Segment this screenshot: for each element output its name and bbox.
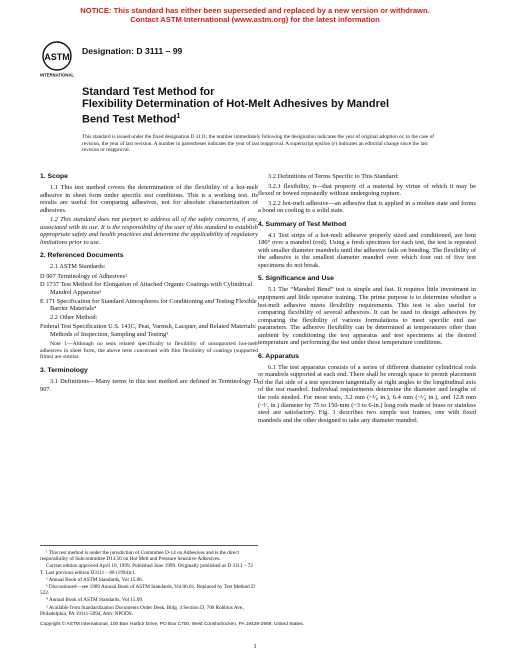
copyright-line: Copyright © ASTM International, 100 Barr Harbor Drive, PO Box C700, West Conshohocken, PA 19428-2959, United States. (40, 622, 305, 627)
section-heading-summary: 4. Summary of Test Method (258, 220, 347, 228)
title-line-1: Standard Test Method for (82, 86, 215, 98)
notice-line-1: NOTICE: This standard has either been superseded and replaced by a new version or withdrawn. (80, 6, 430, 15)
logo-text: INTERNATIONAL (40, 72, 74, 78)
apparatus-6-1: 6.1 The test apparatus consists of a series of different diameter cylindrical rods or mandrels supported at each end. There shall be enough space to permit placement of the flat side of a test specimen tangentially at right angles to the longitudinal axis of the test mandrel. Individual requirements determine the diameter and lengths of the rods needed. For most tests, 3.2 mm (~¹⁄₈ in.), 6.4 mm (~¹⁄₄ in.), and 12.8 mm (~¹⁄₂ in.) diameter by 75 to 150-mm (~3 to 6-in.) long rods made of brass or stainless steel are satisfactory. Fig. 1 describes two simple test frames, one with fixed mandrels and the other designed to take any diameter mandrel. (258, 363, 476, 424)
section-heading-referenced-documents: 2. Referenced Documents (40, 252, 124, 260)
title-line-3: Bend Test Method (82, 113, 177, 126)
section-heading-apparatus: 6. Apparatus (258, 352, 299, 360)
ref-e171: E 171 Specification for Standard Atmospheres for Conditioning and Testing Flexible Barrier Materials⁴ (40, 297, 257, 313)
refs-2-1: 2.1 ASTM Standards: (50, 263, 106, 271)
title-line-2: Flexibility Determination of Hot-Melt Adhesives by Mandrel (82, 98, 390, 111)
section-heading-significance: 5. Significance and Use (258, 275, 334, 283)
scope-1-1: 1.1 This test method covers the determination of the flexibility of a hot-melt adhesive in sheet form under specific test conditions. This is a working test. Its results are useful for comparing adhesives, not for absolute characterization of adhesives. (40, 184, 258, 214)
left-column (40, 173, 258, 395)
withdrawal-notice (0, 6, 510, 24)
footnote-1: ¹ This test method is under the jurisdiction of Committee D-14 on Adhesives and is the direct responsibility of Subcommittee D14.50 on Hot Melt and Pressure Sensitive Adhesives. (40, 550, 240, 563)
refs-2-2: 2.2 Other Method: (50, 313, 98, 321)
title-footnote-mark: 1 (176, 112, 181, 120)
notice-line-2: Contact ASTM International (www.astm.org) for the latest information (130, 15, 380, 24)
definition-flexibility: 3.2.1 flexibility, n—that property of a material by virtue of which it may be flexed or bowed repeatedly without undergoing rupture. (258, 182, 476, 198)
footnote-5: ⁵ Available from Standardization Documents Order Desk, Bldg. 4 Section D, 700 Robbins Ave., Philadelphia, PA 19111-5094, Attn: NPODS. (40, 604, 245, 617)
document-title (82, 86, 442, 126)
page-number: 1 (253, 643, 257, 650)
footnote-4: ⁴ Annual Book of ASTM Standards, Vol 15.09. (46, 597, 144, 604)
significance-5-1: 5.1 The “Mandrel Bend” test is simple and fast. It requires little investment in equipment and little operator training. The prime purpose is to determine whether a hot-melt adhesive meets flexibility requirements. This test is also useful for comparing flexibility of several adhesives. It can be used to design adhesives by comparing the flexibility of various formulations to meet specific end use parameters. The adhesive flexibility can be determined at temperatures other than ambient by conditioning the test apparatus and test specimens at the desired temperature and performing the test under these temperature conditions. (258, 286, 476, 347)
definition-hot-melt-adhesive: 3.2.2 hot-melt adhesive—an adhesive that is applied in a molten state and forms a bond on cooling to a solid state. (258, 199, 476, 215)
terminology-3-1: 3.1 Definitions—Many terms in this test method are defined in Terminology D 907. (40, 378, 258, 393)
summary-4-1: 4.1 Test strips of a hot-melt adhesive properly sized and conditioned, are bent 180° over a mandrel (rod). Using a fresh specimen for each test, the test is repeated with smaller diameter mandrels until the adhesive fails on bending. The flexibility of the adhesive is the smallest diameter mandrel over which four out of five test specimens do not break. (258, 231, 476, 269)
footnote-1-edition: Current edition approved April 10, 1999. Published June 1999. Originally published as D 3111 – 72 T. Last previous edition D3111 – 88 (1994)ε1. (40, 563, 253, 576)
footnotes (40, 545, 258, 618)
issuance-statement: This standard is issued under the fixed designation D 3111; the number immediately following the designation indicates the year of original adoption or, in the case of revision, the year of last revision. A number in parentheses indicates the year of last reapproval. A superscript epsilon (ε) indicates an editorial change since the last revision or reapproval. (82, 134, 434, 154)
footnote-2: ² Annual Book of ASTM Standards, Vol 15.06. (46, 576, 144, 583)
section-heading-scope: 1. Scope (40, 173, 68, 180)
note-1: Note 1—Although no tests related specifically to flexibility of unsupported hot-melt adhesives in sheet form, the above tests concerned with film flexibility of coatings (supported films) are similar. (40, 341, 258, 361)
ref-d1737: D 1737 Test Method for Elongation of Attached Organic Coatings with Cylindrical Mandrel Apparatus³ (40, 281, 253, 297)
right-column (258, 173, 476, 426)
ref-federal: Federal Test Specification U.S. 141C, Peat, Varnish, Lacquer, and Related Materials: Methods of Inspection, Sampling and Testing⁵ (40, 323, 257, 338)
footnote-3: ³ Discontinued—see 1989 Annual Book of ASTM Standards, Vol 06.01. Replaced by Test Method D 522. (40, 584, 255, 597)
scope-1-2: 1.2 This standard does not purport to address all of the safety concerns, if any, associated with its use. It is the responsibility of the user of this standard to establish appropriate safety and health practices and determine the applicability of regulatory limitations prior to use. (40, 216, 258, 246)
astm-logo-icon (40, 40, 74, 78)
section-heading-terminology: 3. Terminology (40, 367, 88, 375)
designation: Designation: D 3111 – 99 (82, 46, 183, 56)
ref-d907: D 907 Terminology of Adhesives² (40, 272, 127, 280)
definitions-3-2: 3.2 Definitions of Terms Specific to This Standard: (268, 173, 399, 180)
svg-text:ASTM: ASTM (44, 52, 70, 62)
